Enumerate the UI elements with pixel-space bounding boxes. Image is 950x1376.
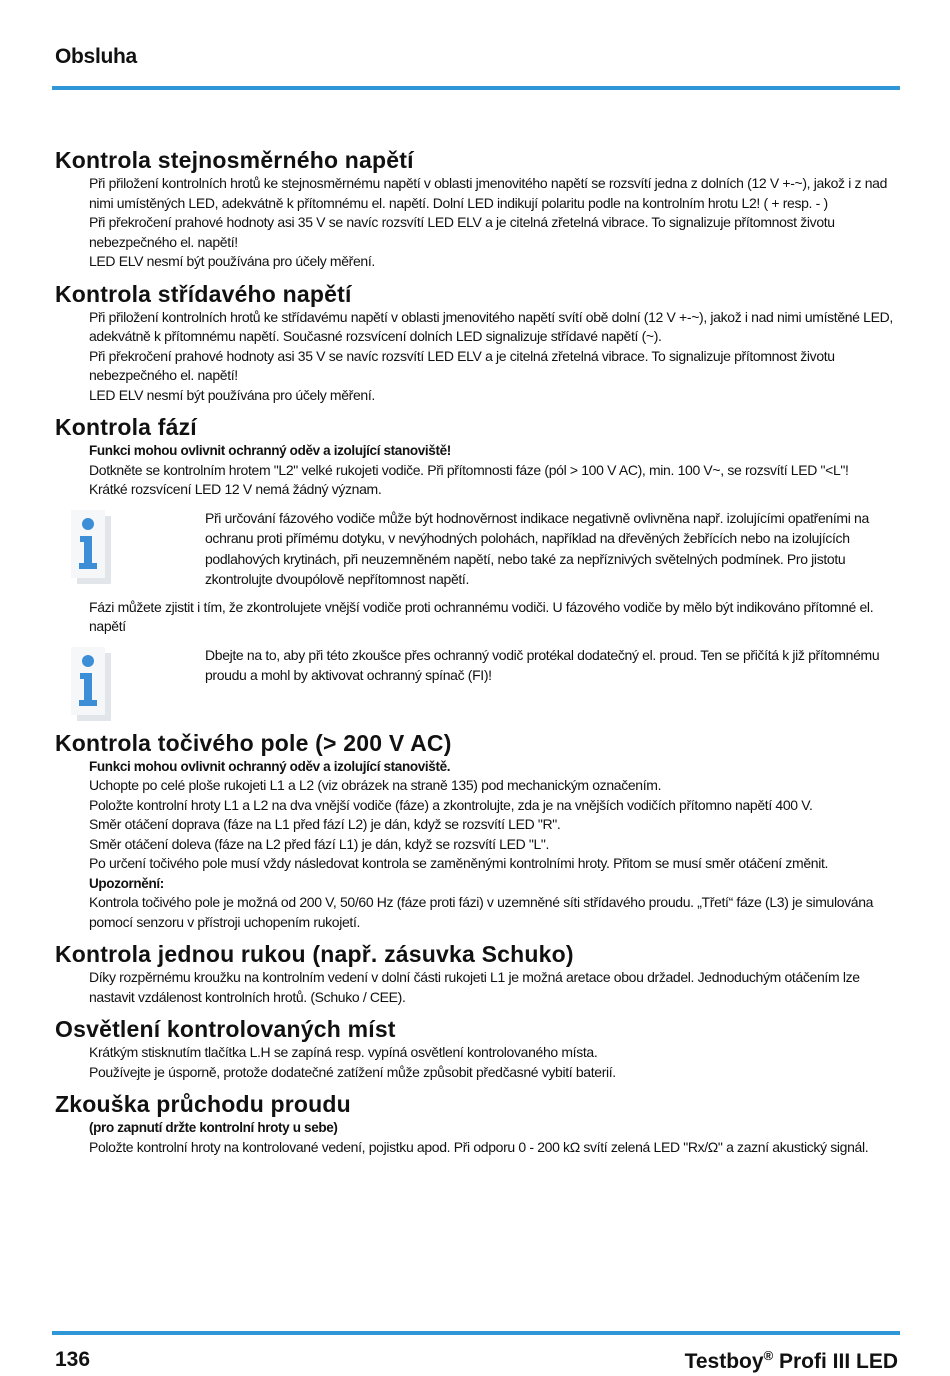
paragraph: Položte kontrolní hroty L1 a L2 na dva vnější vodiče (fáze) a zkontrolujte, zda je na vnějších vodičích přítomno napětí 400 V. bbox=[89, 796, 813, 813]
section-body bbox=[55, 968, 900, 1007]
section-body bbox=[55, 174, 900, 272]
caution-label: Upozornění: bbox=[89, 875, 164, 891]
paragraph: Směr otáčení doprava (fáze na L1 před fází L2) je dán, když se rozsvítí LED "R". bbox=[89, 816, 561, 832]
paragraph: LED ELV nesmí být používána pro účely měření. bbox=[89, 253, 375, 269]
info-note bbox=[55, 508, 900, 590]
header-rule bbox=[52, 86, 900, 90]
caution-text: Kontrola točivého pole je možná od 200 V, 50/60 Hz (fáze proti fázi) v uzemněné síti střídavého proudu. „Třetí“ fáze (L3) je simulována pomocí senzoru v přístroji uchopením rukojetí. bbox=[89, 894, 874, 930]
product-name bbox=[685, 1348, 898, 1374]
info-icon bbox=[71, 510, 111, 584]
section-body bbox=[55, 441, 900, 500]
info-icon bbox=[71, 647, 111, 721]
section-ac-voltage bbox=[55, 280, 900, 406]
product-model: Profi III LED bbox=[773, 1350, 898, 1373]
section-body bbox=[55, 1043, 900, 1082]
paragraph: Dotkněte se kontrolním hrotem "L2" velké rukojeti vodiče. Při přítomnosti fáze (pól > 100 V AC), min. 100 V~, se rozsvítí LED "<L"! bbox=[89, 461, 849, 478]
section-title: Osvětlení kontrolovaných míst bbox=[55, 1016, 396, 1042]
paragraph: Při přiložení kontrolních hrotů ke stejnosměrnému napětí v oblasti jmenovitého napětí se rozsvítí jedna z dolních (12 V +-~), jakož i z nad nimi umístěných LED, adekvátně k přítomnému el. napětí. Dolní LED indikují polaritu podle na kontrolním hrotu L2! ( + resp. - ) bbox=[89, 175, 888, 211]
section-title: Kontrola stejnosměrného napětí bbox=[55, 147, 414, 173]
warning-text: (pro zapnutí držte kontrolní hroty u sebe) bbox=[89, 1120, 338, 1135]
note-text bbox=[205, 645, 900, 686]
paragraph: Fázi můžete zjistit i tím, že zkontrolujete vnější vodiče proti ochrannému vodiči. U fázového vodiče by mělo být indikováno přítomné el. napětí bbox=[89, 598, 874, 634]
note-text bbox=[205, 508, 900, 590]
section-rotary-field bbox=[55, 729, 900, 933]
paragraph: Uchopte po celé ploše rukojeti L1 a L2 (viz obrázek na straně 135) pod mechanickým označením. bbox=[89, 777, 662, 793]
warning-text: Funkci mohou ovlivnit ochranný oděv a izolující stanoviště. bbox=[89, 758, 451, 774]
section-title: Kontrola točivého pole (> 200 V AC) bbox=[55, 729, 452, 756]
paragraph: Při překročení prahové hodnoty asi 35 V se navíc rozsvítí LED ELV a je citelná zřetelná vibrace. To signalizuje přítomnost životu nebezpečného el. napětí! bbox=[89, 347, 835, 383]
section-phase bbox=[55, 413, 900, 721]
page-number: 136 bbox=[55, 1348, 91, 1371]
paragraph: Používejte je úsporně, protože dodatečné zatížení může způsobit předčasné vybití baterií. bbox=[89, 1063, 616, 1080]
section-body bbox=[55, 598, 900, 637]
section-body bbox=[55, 1118, 900, 1157]
brand-name: Testboy bbox=[684, 1350, 764, 1373]
note-paragraph: Při určování fázového vodiče může být hodnověrnost indikace negativně ovlivněna např. izolujícími opatřeními na ochranu proti přímému dotyku, v nevýhodných polohách, například na dřevěných žebřících nebo na izolujících podlahových krytinách, při neuzemněném napětí, nebo také za nepříznivých světelných podmínek. Pro jistotu zkontrolujte dvoupólově nepřítomnost napětí. bbox=[205, 509, 869, 587]
footer-rule bbox=[52, 1331, 900, 1335]
section-title: Kontrola fází bbox=[55, 414, 197, 440]
paragraph: Krátké rozsvícení LED 12 V nemá žádný význam. bbox=[89, 481, 382, 497]
paragraph: Položte kontrolní hroty na kontrolované vedení, pojistku apod. Při odporu 0 - 200 kΩ svítí zelená LED "Rx/Ω" a zazní akustický signál. bbox=[89, 1138, 869, 1155]
paragraph: Po určení točivého pole musí vždy následovat kontrola se zaměněnými kontrolními hroty. Přitom se musí směr otáčení změnit. bbox=[89, 855, 829, 871]
section-title: Zkouška průchodu proudu bbox=[55, 1091, 351, 1117]
note-paragraph: Dbejte na to, aby při této zkoušce přes ochranný vodič protékal dodatečný el. proud. Ten se přičítá k již přítomnému proudu a mohl by aktivovat ochranný spínač (FI)! bbox=[205, 646, 880, 683]
paragraph: Při přiložení kontrolních hrotů ke střídavému napětí v oblasti jmenovitého napětí svítí obě dolní (12 V +-~), jakož i nad nimi umístěné LED, adekvátně k přítomnému napětí. Současné rozsvícení dolních LED signalizuje střídavé napětí (~). bbox=[89, 308, 893, 344]
paragraph: LED ELV nesmí být používána pro účely měření. bbox=[89, 386, 375, 403]
section-body bbox=[55, 308, 900, 406]
page-content bbox=[55, 146, 900, 1165]
paragraph: Při překročení prahové hodnoty asi 35 V se navíc rozsvítí LED ELV a je citelná zřetelná vibrace. To signalizuje přítomnost životu nebezpečného el. napětí! bbox=[89, 214, 835, 250]
warning-text: Funkci mohou ovlivnit ochranný oděv a izolující stanoviště! bbox=[89, 443, 451, 458]
section-one-hand bbox=[55, 940, 900, 1007]
section-dc-voltage bbox=[55, 146, 900, 272]
paragraph: Díky rozpěrnému kroužku na kontrolním vedení v dolní části rukojeti L1 je možná aretace obou držadel. Jednoduchým otáčením lze nastavit vzdálenost kontrolních hrotů. (Schuko / CEE). bbox=[89, 969, 860, 1005]
info-note bbox=[55, 645, 900, 721]
section-title: Kontrola jednou rukou (např. zásuvka Schuko) bbox=[55, 941, 574, 967]
header-title: Obsluha bbox=[55, 45, 137, 68]
section-body bbox=[55, 757, 900, 933]
registered-mark: ® bbox=[763, 1348, 774, 1363]
section-continuity bbox=[55, 1090, 900, 1157]
paragraph: Krátkým stisknutím tlačítka L.H se zapíná resp. vypíná osvětlení kontrolovaného místa. bbox=[89, 1044, 598, 1060]
section-lighting bbox=[55, 1015, 900, 1082]
paragraph: Směr otáčení doleva (fáze na L2 před fází L1) je dán, když se rozsvítí LED "L". bbox=[89, 835, 550, 852]
section-title: Kontrola střídavého napětí bbox=[55, 280, 352, 307]
